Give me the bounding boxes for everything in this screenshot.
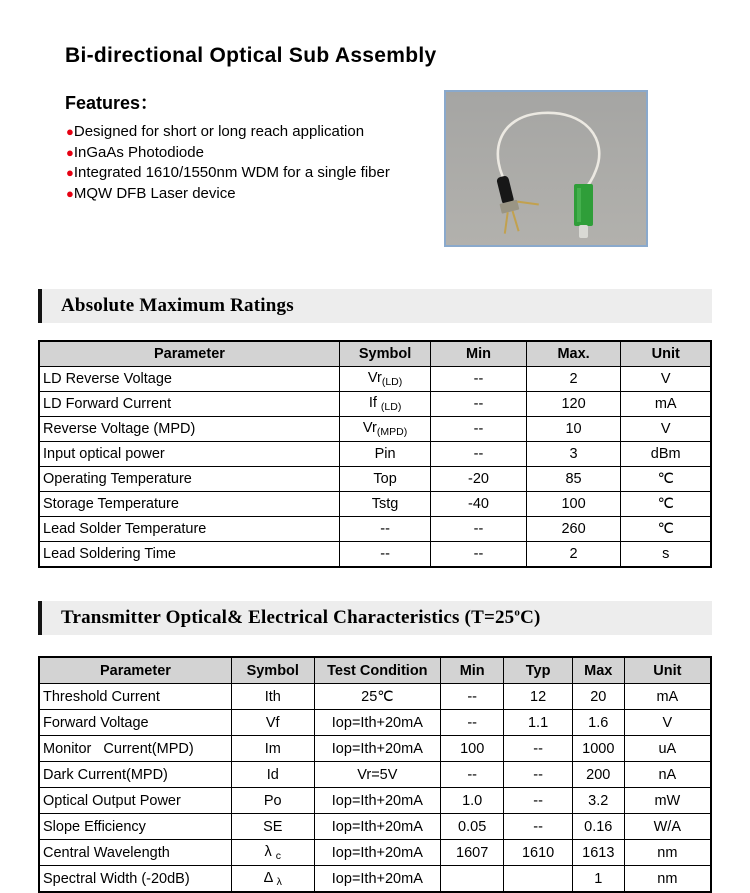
table-cell: -- [504,762,573,788]
bosa-pigtail-illustration [446,92,646,245]
table-cell: dBm [621,442,711,467]
column-header: Parameter [39,657,231,684]
parameter-cell: Lead Soldering Time [39,542,339,568]
table-cell: mW [624,788,711,814]
feature-item [66,143,390,164]
table-cell: mA [621,392,711,417]
table-row [39,517,711,542]
table-cell: W/A [624,814,711,840]
table-cell: -- [504,788,573,814]
table-cell: -- [339,517,430,542]
table-row [39,467,711,492]
table-cell: -- [441,710,504,736]
column-header: Unit [621,341,711,367]
section-title: Transmitter Optical& Electrical Characteristics $(T=25^oC)$ [61,606,541,628]
parameter-cell: LD Forward Current [39,392,339,417]
parameter-cell: Storage Temperature [39,492,339,517]
table-cell: 10 [526,417,621,442]
table-row [39,684,711,710]
parameter-cell: Forward Voltage [39,710,231,736]
table-cell: -- [431,517,526,542]
table-cell: 2 [526,542,621,568]
feature-item [66,163,390,184]
table-cell: ℃ [621,492,711,517]
table-cell: If $_{(LD)}$ [339,392,430,417]
parameter-cell: Input optical power [39,442,339,467]
column-header: Unit [624,657,711,684]
parameter-cell: Operating Temperature [39,467,339,492]
table-cell: -- [431,417,526,442]
table-row [39,710,711,736]
table-cell [441,866,504,893]
parameter-cell: Optical Output Power [39,788,231,814]
column-header: Max [572,657,624,684]
table-cell: Id [231,762,314,788]
table-cell: ℃ [621,517,711,542]
table-cell: 0.16 [572,814,624,840]
feature-text: Designed for short or long reach application [73,123,365,140]
parameter-cell: LD Reverse Voltage [39,367,339,392]
table-cell: 200 [572,762,624,788]
table-cell: -- [431,367,526,392]
table-cell: λ $_c$ [231,840,314,866]
table-cell: -- [441,762,504,788]
table-row [39,814,711,840]
table-cell: 3 [526,442,621,467]
bullet-icon: ● [66,165,74,180]
table-cell: 1613 [572,840,624,866]
feature-text: InGaAs Photodiode [73,143,204,161]
table-row [39,542,711,568]
table-row [39,788,711,814]
bullet-icon: ● [66,144,74,160]
table-cell: V [624,710,711,736]
table-cell: Iop=Ith+20mA [314,866,440,893]
table-cell: 1.0 [441,788,504,814]
table-cell: nm [624,866,711,893]
table-cell: V [621,417,711,442]
table-cell: -- [339,542,430,568]
bullet-icon: ● [66,124,74,139]
column-header: Symbol [339,341,430,367]
table-row [39,762,711,788]
features-heading: Features： [65,93,159,113]
table-header-row [39,341,711,367]
column-header: Max. [526,341,621,367]
superscript-degree: o [514,606,521,619]
feature-item [66,184,390,205]
table-cell: Ith [231,684,314,710]
bullet-icon: ● [66,185,74,201]
absolute-maximum-ratings-table [38,340,712,568]
table-cell: Tstg [339,492,430,517]
parameter-cell: Reverse Voltage (MPD) [39,417,339,442]
transmitter-characteristics-table [38,656,712,893]
parameter-cell: Dark Current(MPD) [39,762,231,788]
table-cell: -20 [431,467,526,492]
parameter-cell: Lead Solder Temperature [39,517,339,542]
parameter-cell: Central Wavelength [39,840,231,866]
table-cell: 100 [441,736,504,762]
parameter-cell: Slope Efficiency [39,814,231,840]
table-cell: 120 [526,392,621,417]
table-cell: 20 [572,684,624,710]
table-cell: 1.6 [572,710,624,736]
table-cell: 1607 [441,840,504,866]
table-cell: nA [624,762,711,788]
table-cell: V [621,367,711,392]
table-cell: 1 [572,866,624,893]
table-cell: 3.2 [572,788,624,814]
table-cell: Im [231,736,314,762]
column-header: Typ [504,657,573,684]
table-row [39,442,711,467]
table-row [39,367,711,392]
table-cell: 100 [526,492,621,517]
table-row [39,866,711,893]
table-cell: Iop=Ith+20mA [314,788,440,814]
table-cell: Top [339,467,430,492]
table-cell: 1000 [572,736,624,762]
table-cell: s [621,542,711,568]
section-title: Absolute Maximum Ratings [61,295,294,316]
column-header: Symbol [231,657,314,684]
parameter-cell: Monitor Current(MPD) [39,736,231,762]
table-cell: -- [504,736,573,762]
table-row [39,736,711,762]
parameter-cell: Spectral Width (-20dB) [39,866,231,893]
table-cell: 2 [526,367,621,392]
table-cell: uA [624,736,711,762]
table-row [39,840,711,866]
column-header: Parameter [39,341,339,367]
table-cell: SE [231,814,314,840]
table-cell: Pin [339,442,430,467]
table-cell: -- [504,814,573,840]
table-cell: Iop=Ith+20mA [314,710,440,736]
features-list [66,122,390,204]
section-header-absolute-maximum-ratings [38,289,712,323]
table-cell: Iop=Ith+20mA [314,814,440,840]
table-cell: -- [431,442,526,467]
table-cell: $Vr_{(LD)}$ [339,367,430,392]
feature-text: MQW DFB Laser device [73,184,236,202]
table-cell: Vf [231,710,314,736]
table-cell: 0.05 [441,814,504,840]
product-photo [444,90,648,247]
table-cell: Iop=Ith+20mA [314,840,440,866]
table-cell: 1.1 [504,710,573,736]
table-cell [504,866,573,893]
table-cell: -- [431,392,526,417]
table-cell: 260 [526,517,621,542]
table-cell: Iop=Ith+20mA [314,736,440,762]
feature-text: Integrated 1610/1550nm WDM for a single fiber [73,164,390,181]
page-title: Bi-directional Optical Sub Assembly [65,44,437,67]
table-cell: $Vr_{(MPD)}$ [339,417,430,442]
table-cell: 1610 [504,840,573,866]
table-cell: nm [624,840,711,866]
column-header: Min [431,341,526,367]
table-cell: mA [624,684,711,710]
table-cell: -40 [431,492,526,517]
table-cell: Po [231,788,314,814]
table-cell: ℃ [621,467,711,492]
section-header-transmitter-characteristics [38,601,712,635]
table-cell: Δ $_\lambda$ [231,866,314,893]
feature-item [66,122,390,143]
table-header-row [39,657,711,684]
table-cell: 85 [526,467,621,492]
table-cell: 25℃ [314,684,440,710]
table-cell: -- [431,542,526,568]
table-cell: 12 [504,684,573,710]
parameter-cell: Threshold Current [39,684,231,710]
column-header: Test Condition [314,657,440,684]
photo-background [446,92,646,245]
table-cell: Vr=5V [314,762,440,788]
table-row [39,417,711,442]
table-row [39,392,711,417]
table-row [39,492,711,517]
table-cell: -- [441,684,504,710]
column-header: Min [441,657,504,684]
